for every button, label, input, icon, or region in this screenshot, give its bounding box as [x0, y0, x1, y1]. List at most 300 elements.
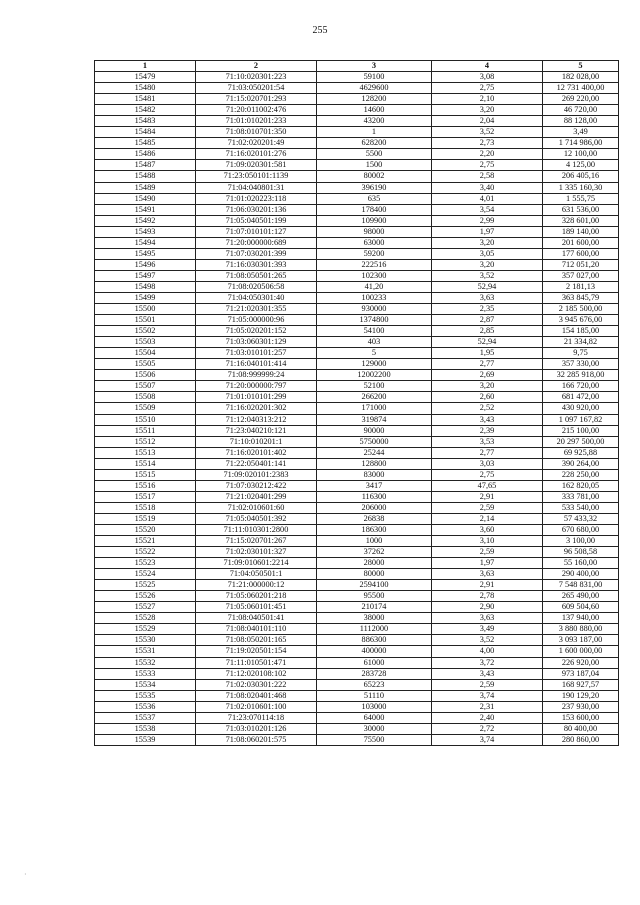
- value-cell: 154 185,00: [543, 326, 619, 337]
- area-cell: 14600: [317, 105, 432, 116]
- value-cell: 162 820,05: [543, 480, 619, 491]
- area-cell: 3417: [317, 480, 432, 491]
- row-number-cell: 15488: [95, 171, 196, 182]
- area-cell: 186300: [317, 524, 432, 535]
- table-row: [95, 337, 619, 348]
- rate-cell: 3,52: [432, 635, 543, 646]
- row-number-cell: 15523: [95, 558, 196, 569]
- table-row: [95, 326, 619, 337]
- value-cell: 712 051,20: [543, 259, 619, 270]
- value-cell: 3 093 187,00: [543, 635, 619, 646]
- area-cell: 83000: [317, 469, 432, 480]
- row-number-cell: 15535: [95, 690, 196, 701]
- area-cell: 222516: [317, 259, 432, 270]
- rate-cell: 3,74: [432, 690, 543, 701]
- rate-cell: 3,05: [432, 248, 543, 259]
- rate-cell: 3,74: [432, 734, 543, 745]
- value-cell: 168 927,57: [543, 679, 619, 690]
- rate-cell: 3,60: [432, 524, 543, 535]
- area-cell: 129000: [317, 359, 432, 370]
- row-number-cell: 15506: [95, 370, 196, 381]
- area-cell: 65223: [317, 679, 432, 690]
- area-cell: 102300: [317, 270, 432, 281]
- row-number-cell: 15534: [95, 679, 196, 690]
- cadastral-number-cell: 71:03:060301:129: [196, 337, 317, 348]
- value-cell: 430 920,00: [543, 403, 619, 414]
- value-cell: 390 264,00: [543, 458, 619, 469]
- table-header-row: [95, 61, 619, 72]
- rate-cell: 2,85: [432, 326, 543, 337]
- row-number-cell: 15485: [95, 138, 196, 149]
- table-row: [95, 72, 619, 83]
- rate-cell: 2,10: [432, 94, 543, 105]
- rate-cell: 3,52: [432, 270, 543, 281]
- value-cell: 57 433,32: [543, 513, 619, 524]
- area-cell: 128800: [317, 458, 432, 469]
- area-cell: 61000: [317, 657, 432, 668]
- rate-cell: 2,87: [432, 315, 543, 326]
- table-row: [95, 602, 619, 613]
- rate-cell: 3,53: [432, 436, 543, 447]
- cadastral-number-cell: 71:08:020401:468: [196, 690, 317, 701]
- area-cell: 1000: [317, 536, 432, 547]
- row-number-cell: 15502: [95, 326, 196, 337]
- value-cell: 533 540,00: [543, 502, 619, 513]
- row-number-cell: 15487: [95, 160, 196, 171]
- table-row: [95, 359, 619, 370]
- row-number-cell: 15539: [95, 734, 196, 745]
- table-row: [95, 204, 619, 215]
- value-cell: 46 720,00: [543, 105, 619, 116]
- area-cell: 12002200: [317, 370, 432, 381]
- cadastral-number-cell: 71:05:040501:392: [196, 513, 317, 524]
- row-number-cell: 15498: [95, 281, 196, 292]
- row-number-cell: 15499: [95, 292, 196, 303]
- cadastral-number-cell: 71:08:050501:265: [196, 270, 317, 281]
- table-row: [95, 547, 619, 558]
- rate-cell: 2,59: [432, 502, 543, 513]
- value-cell: 2 185 500,00: [543, 304, 619, 315]
- table-row: [95, 591, 619, 602]
- row-number-cell: 15503: [95, 337, 196, 348]
- area-cell: 28000: [317, 558, 432, 569]
- cadastral-number-cell: 71:07:010101:127: [196, 226, 317, 237]
- value-cell: 631 536,00: [543, 204, 619, 215]
- rate-cell: 3,63: [432, 292, 543, 303]
- area-cell: 930000: [317, 304, 432, 315]
- area-cell: 37262: [317, 547, 432, 558]
- rate-cell: 2,99: [432, 215, 543, 226]
- cadastral-number-cell: 71:08:060201:575: [196, 734, 317, 745]
- cadastral-number-cell: 71:02:010601:60: [196, 502, 317, 513]
- rate-cell: 3,63: [432, 569, 543, 580]
- value-cell: 201 600,00: [543, 237, 619, 248]
- rate-cell: 1,95: [432, 348, 543, 359]
- value-cell: 32 285 918,00: [543, 370, 619, 381]
- row-number-cell: 15516: [95, 480, 196, 491]
- area-cell: 43200: [317, 116, 432, 127]
- table-row: [95, 458, 619, 469]
- rate-cell: 2,75: [432, 83, 543, 94]
- rate-cell: 4,00: [432, 646, 543, 657]
- table-row: [95, 171, 619, 182]
- rate-cell: 3,10: [432, 536, 543, 547]
- table-row: [95, 182, 619, 193]
- rate-cell: 2,69: [432, 370, 543, 381]
- area-cell: 54100: [317, 326, 432, 337]
- row-number-cell: 15512: [95, 436, 196, 447]
- rate-cell: 2,39: [432, 425, 543, 436]
- row-number-cell: 15537: [95, 712, 196, 723]
- cadastral-number-cell: 71:10:010201:1: [196, 436, 317, 447]
- cadastral-number-cell: 71:01:020223:118: [196, 193, 317, 204]
- area-cell: 26838: [317, 513, 432, 524]
- row-number-cell: 15530: [95, 635, 196, 646]
- rate-cell: 3,20: [432, 259, 543, 270]
- table-row: [95, 414, 619, 425]
- value-cell: 357 027,00: [543, 270, 619, 281]
- table-row: [95, 569, 619, 580]
- table-row: [95, 690, 619, 701]
- row-number-cell: 15497: [95, 270, 196, 281]
- value-cell: 973 187,04: [543, 668, 619, 679]
- table-row: [95, 259, 619, 270]
- rate-cell: 2,59: [432, 547, 543, 558]
- row-number-cell: 15527: [95, 602, 196, 613]
- area-cell: 283728: [317, 668, 432, 679]
- area-cell: 5500: [317, 149, 432, 160]
- table-row: [95, 270, 619, 281]
- value-cell: 681 472,00: [543, 392, 619, 403]
- area-cell: 635: [317, 193, 432, 204]
- table-row: [95, 712, 619, 723]
- row-number-cell: 15525: [95, 580, 196, 591]
- cadastral-number-cell: 71:02:020201:49: [196, 138, 317, 149]
- table-row: [95, 668, 619, 679]
- area-cell: 116300: [317, 491, 432, 502]
- area-cell: 59200: [317, 248, 432, 259]
- row-number-cell: 15500: [95, 304, 196, 315]
- rate-cell: 2,75: [432, 469, 543, 480]
- table-row: [95, 491, 619, 502]
- cadastral-number-cell: 71:12:040313:212: [196, 414, 317, 425]
- cadastral-number-cell: 71:16:020101:402: [196, 447, 317, 458]
- value-cell: 265 490,00: [543, 591, 619, 602]
- value-cell: 20 297 500,00: [543, 436, 619, 447]
- area-cell: 109900: [317, 215, 432, 226]
- value-cell: 363 845,79: [543, 292, 619, 303]
- value-cell: 333 781,00: [543, 491, 619, 502]
- table-row: [95, 149, 619, 160]
- area-cell: 30000: [317, 723, 432, 734]
- cadastral-number-cell: 71:04:040801:31: [196, 182, 317, 193]
- rate-cell: 3,08: [432, 72, 543, 83]
- rate-cell: 47,65: [432, 480, 543, 491]
- value-cell: 609 504,60: [543, 602, 619, 613]
- column-header-4: 4: [432, 61, 543, 72]
- rate-cell: 2,91: [432, 580, 543, 591]
- rate-cell: 2,72: [432, 723, 543, 734]
- cadastral-number-cell: 71:11:010301:2800: [196, 524, 317, 535]
- value-cell: 328 601,00: [543, 215, 619, 226]
- area-cell: 2594100: [317, 580, 432, 591]
- area-cell: 403: [317, 337, 432, 348]
- cadastral-number-cell: 71:21:020301:355: [196, 304, 317, 315]
- value-cell: 280 860,00: [543, 734, 619, 745]
- table-row: [95, 83, 619, 94]
- table-row: [95, 447, 619, 458]
- rate-cell: 3,43: [432, 668, 543, 679]
- row-number-cell: 15511: [95, 425, 196, 436]
- table-row: [95, 580, 619, 591]
- row-number-cell: 15479: [95, 72, 196, 83]
- column-header-1: 1: [95, 61, 196, 72]
- row-number-cell: 15491: [95, 204, 196, 215]
- area-cell: 100233: [317, 292, 432, 303]
- area-cell: 206000: [317, 502, 432, 513]
- table-row: [95, 237, 619, 248]
- row-number-cell: 15514: [95, 458, 196, 469]
- value-cell: 1 335 160,30: [543, 182, 619, 193]
- area-cell: 90000: [317, 425, 432, 436]
- row-number-cell: 15520: [95, 524, 196, 535]
- rate-cell: 2,31: [432, 701, 543, 712]
- row-number-cell: 15521: [95, 536, 196, 547]
- table-row: [95, 193, 619, 204]
- table-row: [95, 127, 619, 138]
- value-cell: 69 925,88: [543, 447, 619, 458]
- table-row: [95, 469, 619, 480]
- area-cell: 178400: [317, 204, 432, 215]
- table-row: [95, 701, 619, 712]
- row-number-cell: 15526: [95, 591, 196, 602]
- cadastral-number-cell: 71:05:060101:451: [196, 602, 317, 613]
- row-number-cell: 15532: [95, 657, 196, 668]
- cadastral-number-cell: 71:09:020101:2383: [196, 469, 317, 480]
- value-cell: 96 508,58: [543, 547, 619, 558]
- area-cell: 51110: [317, 690, 432, 701]
- row-number-cell: 15509: [95, 403, 196, 414]
- row-number-cell: 15501: [95, 315, 196, 326]
- cadastral-number-cell: 71:03:010101:257: [196, 348, 317, 359]
- table-row: [95, 723, 619, 734]
- rate-cell: 2,52: [432, 403, 543, 414]
- row-number-cell: 15483: [95, 116, 196, 127]
- table-row: [95, 613, 619, 624]
- value-cell: 228 250,00: [543, 469, 619, 480]
- table-row: [95, 679, 619, 690]
- cadastral-number-cell: 71:21:000000:12: [196, 580, 317, 591]
- table-row: [95, 536, 619, 547]
- area-cell: 1374800: [317, 315, 432, 326]
- row-number-cell: 15510: [95, 414, 196, 425]
- area-cell: 52100: [317, 381, 432, 392]
- rate-cell: 3,54: [432, 204, 543, 215]
- value-cell: 357 330,00: [543, 359, 619, 370]
- value-cell: 206 405,16: [543, 171, 619, 182]
- area-cell: 103000: [317, 701, 432, 712]
- value-cell: 137 940,00: [543, 613, 619, 624]
- row-number-cell: 15486: [95, 149, 196, 160]
- area-cell: 1: [317, 127, 432, 138]
- area-cell: 41,20: [317, 281, 432, 292]
- value-cell: 215 100,00: [543, 425, 619, 436]
- row-number-cell: 15494: [95, 237, 196, 248]
- value-cell: 177 600,00: [543, 248, 619, 259]
- cadastral-number-cell: 71:16:020201:302: [196, 403, 317, 414]
- cadastral-number-cell: 71:15:020701:267: [196, 536, 317, 547]
- table-row: [95, 425, 619, 436]
- rate-cell: 3,63: [432, 613, 543, 624]
- cadastral-number-cell: 71:03:010201:126: [196, 723, 317, 734]
- area-cell: 319874: [317, 414, 432, 425]
- value-cell: 1 600 000,00: [543, 646, 619, 657]
- cadastral-number-cell: 71:23:050101:1139: [196, 171, 317, 182]
- rate-cell: 2,78: [432, 591, 543, 602]
- cadastral-number-cell: 71:01:010201:233: [196, 116, 317, 127]
- area-cell: 5: [317, 348, 432, 359]
- area-cell: 80002: [317, 171, 432, 182]
- value-cell: 670 680,00: [543, 524, 619, 535]
- value-cell: 3 945 676,00: [543, 315, 619, 326]
- value-cell: 1 714 986,00: [543, 138, 619, 149]
- cadastral-number-cell: 71:06:030201:136: [196, 204, 317, 215]
- rate-cell: 2,60: [432, 392, 543, 403]
- rate-cell: 3,20: [432, 237, 543, 248]
- page-number: 255: [312, 25, 328, 36]
- value-cell: 88 128,00: [543, 116, 619, 127]
- cadastral-number-cell: 71:03:050201:54: [196, 83, 317, 94]
- cadastral-number-cell: 71:09:010601:2214: [196, 558, 317, 569]
- cadastral-number-cell: 71:04:050501:1: [196, 569, 317, 580]
- area-cell: 886300: [317, 635, 432, 646]
- rate-cell: 2,91: [432, 491, 543, 502]
- rate-cell: 2,20: [432, 149, 543, 160]
- row-number-cell: 15518: [95, 502, 196, 513]
- cadastral-number-cell: 71:11:010501:471: [196, 657, 317, 668]
- table-row: [95, 624, 619, 635]
- row-number-cell: 15504: [95, 348, 196, 359]
- cadastral-number-cell: 71:08:040501:41: [196, 613, 317, 624]
- cadastral-number-cell: 71:23:070114:18: [196, 712, 317, 723]
- rate-cell: 3,52: [432, 127, 543, 138]
- area-cell: 396190: [317, 182, 432, 193]
- cadastral-number-cell: 71:05:000000:96: [196, 315, 317, 326]
- area-cell: 95500: [317, 591, 432, 602]
- row-number-cell: 15507: [95, 381, 196, 392]
- row-number-cell: 15522: [95, 547, 196, 558]
- value-cell: 153 600,00: [543, 712, 619, 723]
- rate-cell: 52,94: [432, 337, 543, 348]
- row-number-cell: 15524: [95, 569, 196, 580]
- table-row: [95, 392, 619, 403]
- rate-cell: 3,03: [432, 458, 543, 469]
- value-cell: 1 097 167,82: [543, 414, 619, 425]
- rate-cell: 3,43: [432, 414, 543, 425]
- table-row: [95, 646, 619, 657]
- area-cell: 75500: [317, 734, 432, 745]
- rate-cell: 2,35: [432, 304, 543, 315]
- cadastral-number-cell: 71:09:020301:581: [196, 160, 317, 171]
- table-row: [95, 248, 619, 259]
- table-row: [95, 105, 619, 116]
- table-row: [95, 513, 619, 524]
- table-row: [95, 635, 619, 646]
- rate-cell: 2,73: [432, 138, 543, 149]
- cadastral-number-cell: 71:16:020101:276: [196, 149, 317, 160]
- table-row: [95, 315, 619, 326]
- cadastral-number-cell: 71:07:030201:399: [196, 248, 317, 259]
- row-number-cell: 15505: [95, 359, 196, 370]
- row-number-cell: 15481: [95, 94, 196, 105]
- value-cell: 2 181,13: [543, 281, 619, 292]
- rate-cell: 3,20: [432, 381, 543, 392]
- row-number-cell: 15496: [95, 259, 196, 270]
- cadastral-number-cell: 71:02:010601:100: [196, 701, 317, 712]
- table-row: [95, 657, 619, 668]
- cadastral-number-cell: 71:01:010101:299: [196, 392, 317, 403]
- table-row: [95, 480, 619, 491]
- rate-cell: 3,72: [432, 657, 543, 668]
- value-cell: 269 220,00: [543, 94, 619, 105]
- row-number-cell: 15513: [95, 447, 196, 458]
- rate-cell: 3,20: [432, 105, 543, 116]
- row-number-cell: 15482: [95, 105, 196, 116]
- area-cell: 98000: [317, 226, 432, 237]
- value-cell: 7 548 831,00: [543, 580, 619, 591]
- value-cell: 290 400,00: [543, 569, 619, 580]
- area-cell: 628200: [317, 138, 432, 149]
- table-row: [95, 160, 619, 171]
- cadastral-number-cell: 71:05:060201:218: [196, 591, 317, 602]
- value-cell: 190 129,20: [543, 690, 619, 701]
- row-number-cell: 15493: [95, 226, 196, 237]
- row-number-cell: 15517: [95, 491, 196, 502]
- value-cell: 3 100,00: [543, 536, 619, 547]
- cadastral-number-cell: 71:08:010701:350: [196, 127, 317, 138]
- cadastral-number-cell: 71:02:030301:222: [196, 679, 317, 690]
- area-cell: 59100: [317, 72, 432, 83]
- cadastral-number-cell: 71:19:020501:154: [196, 646, 317, 657]
- row-number-cell: 15536: [95, 701, 196, 712]
- cadastral-number-cell: 71:08:050201:165: [196, 635, 317, 646]
- cadastral-number-cell: 71:15:020701:293: [196, 94, 317, 105]
- table-row: [95, 138, 619, 149]
- row-number-cell: 15492: [95, 215, 196, 226]
- cadastral-number-cell: 71:20:000000:689: [196, 237, 317, 248]
- area-cell: 4629600: [317, 83, 432, 94]
- value-cell: 21 334,82: [543, 337, 619, 348]
- rate-cell: 1,97: [432, 226, 543, 237]
- table-row: [95, 116, 619, 127]
- table-body: [95, 72, 619, 746]
- table-row: [95, 348, 619, 359]
- rate-cell: 2,77: [432, 447, 543, 458]
- cadastral-number-cell: 71:05:020201:152: [196, 326, 317, 337]
- table-row: [95, 292, 619, 303]
- area-cell: 63000: [317, 237, 432, 248]
- value-cell: 9,75: [543, 348, 619, 359]
- value-cell: 166 720,00: [543, 381, 619, 392]
- cadastral-number-cell: 71:05:040501:199: [196, 215, 317, 226]
- cadastral-number-cell: 71:21:020401:299: [196, 491, 317, 502]
- table-row: [95, 94, 619, 105]
- cadastral-number-cell: 71:22:050401:141: [196, 458, 317, 469]
- row-number-cell: 15480: [95, 83, 196, 94]
- area-cell: 266200: [317, 392, 432, 403]
- value-cell: 80 400,00: [543, 723, 619, 734]
- cadastral-table: [94, 60, 619, 746]
